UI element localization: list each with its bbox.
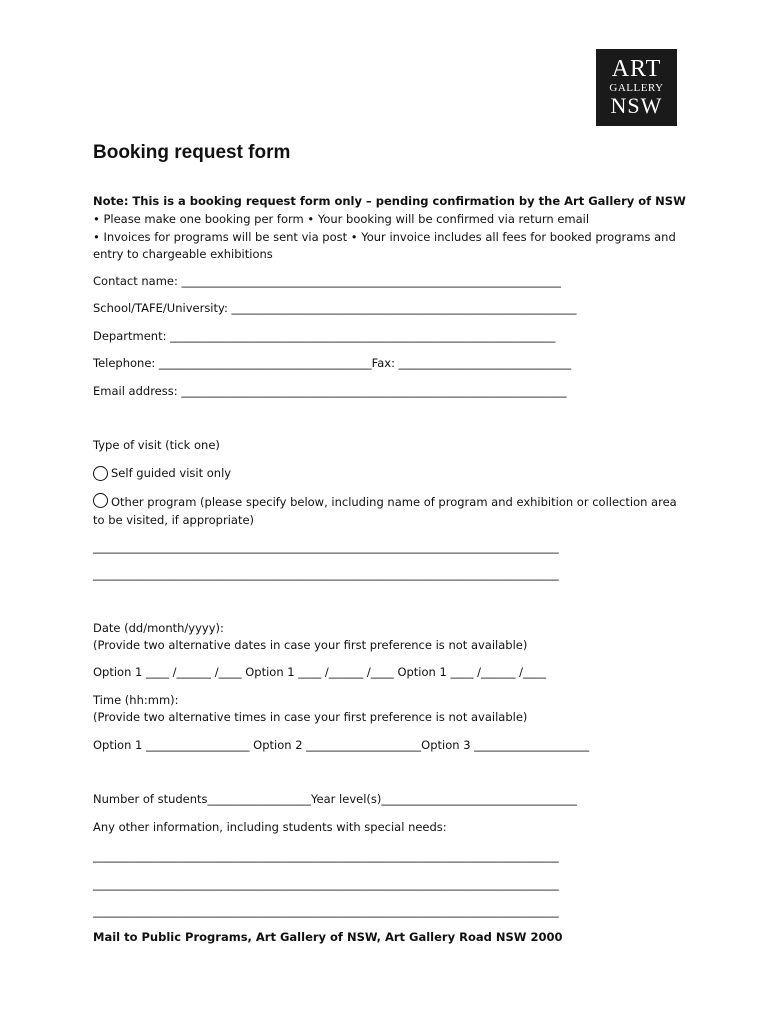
students-year-field[interactable]: Number of students__________________Year level(s)__________________________________ — [93, 792, 577, 806]
email-field[interactable]: Email address: ___________________________________________________________________ — [93, 384, 567, 398]
telephone-fax-field[interactable]: Telephone: _____________________________________Fax: ______________________________ — [93, 356, 572, 370]
other-info-line-3[interactable]: _________________________________________________________________________________ — [93, 904, 559, 918]
date-note: (Provide two alternative dates in case your first preference is not available) — [93, 638, 528, 652]
time-note: (Provide two alternative times in case your first preference is not available) — [93, 710, 528, 724]
visit-type-heading: Type of visit (tick one) — [93, 438, 220, 452]
booking-note: Note: This is a booking request form only – pending confirmation by the Art Gallery of NSW — [93, 194, 686, 208]
other-info-line-2[interactable]: _________________________________________________________________________________ — [93, 877, 559, 891]
program-detail-line-2[interactable]: _________________________________________________________________________________ — [93, 567, 559, 581]
program-detail-line-1[interactable]: _________________________________________________________________________________ — [93, 540, 559, 554]
department-field[interactable]: Department: ___________________________________________________________________ — [93, 329, 556, 343]
other-program-label: Other program (please specify below, including name of program and exhibition or collection area to be visited, if appropriate) — [93, 495, 677, 527]
logo-line-nsw: NSW — [610, 93, 663, 118]
school-field[interactable]: School/TAFE/University: ____________________________________________________________ — [93, 301, 577, 315]
bullet-line-2: • Invoices for programs will be sent via post • Your invoice includes all fees for booked programs and entry to chargeable exhibitions — [93, 230, 676, 261]
page-title: Booking request form — [93, 142, 291, 163]
mailing-address: Mail to Public Programs, Art Gallery of NSW, Art Gallery Road NSW 2000 — [93, 930, 563, 944]
logo-line-art: ART — [611, 56, 662, 82]
time-heading: Time (hh:mm): — [93, 693, 179, 707]
other-info-label: Any other information, including students with special needs: — [93, 820, 447, 834]
logo-line-gallery: GALLERY — [609, 82, 664, 94]
date-options-field[interactable]: Option 1 ____ /______ /____ Option 1 ____ /______ /____ Option 1 ____ /______ /____ — [93, 665, 547, 679]
self-guided-radio[interactable] — [93, 466, 108, 481]
date-heading: Date (dd/month/yyyy): — [93, 621, 224, 635]
time-options-field[interactable]: Option 1 __________________ Option 2 ____________________Option 3 ____________________ — [93, 738, 590, 752]
art-gallery-nsw-logo — [596, 49, 677, 126]
other-info-line-1[interactable]: _________________________________________________________________________________ — [93, 849, 559, 863]
bullet-line-1: • Please make one booking per form • Your booking will be confirmed via return email — [93, 212, 590, 226]
self-guided-label: Self guided visit only — [111, 466, 232, 480]
contact-name-field[interactable]: Contact name: __________________________________________________________________ — [93, 274, 562, 288]
